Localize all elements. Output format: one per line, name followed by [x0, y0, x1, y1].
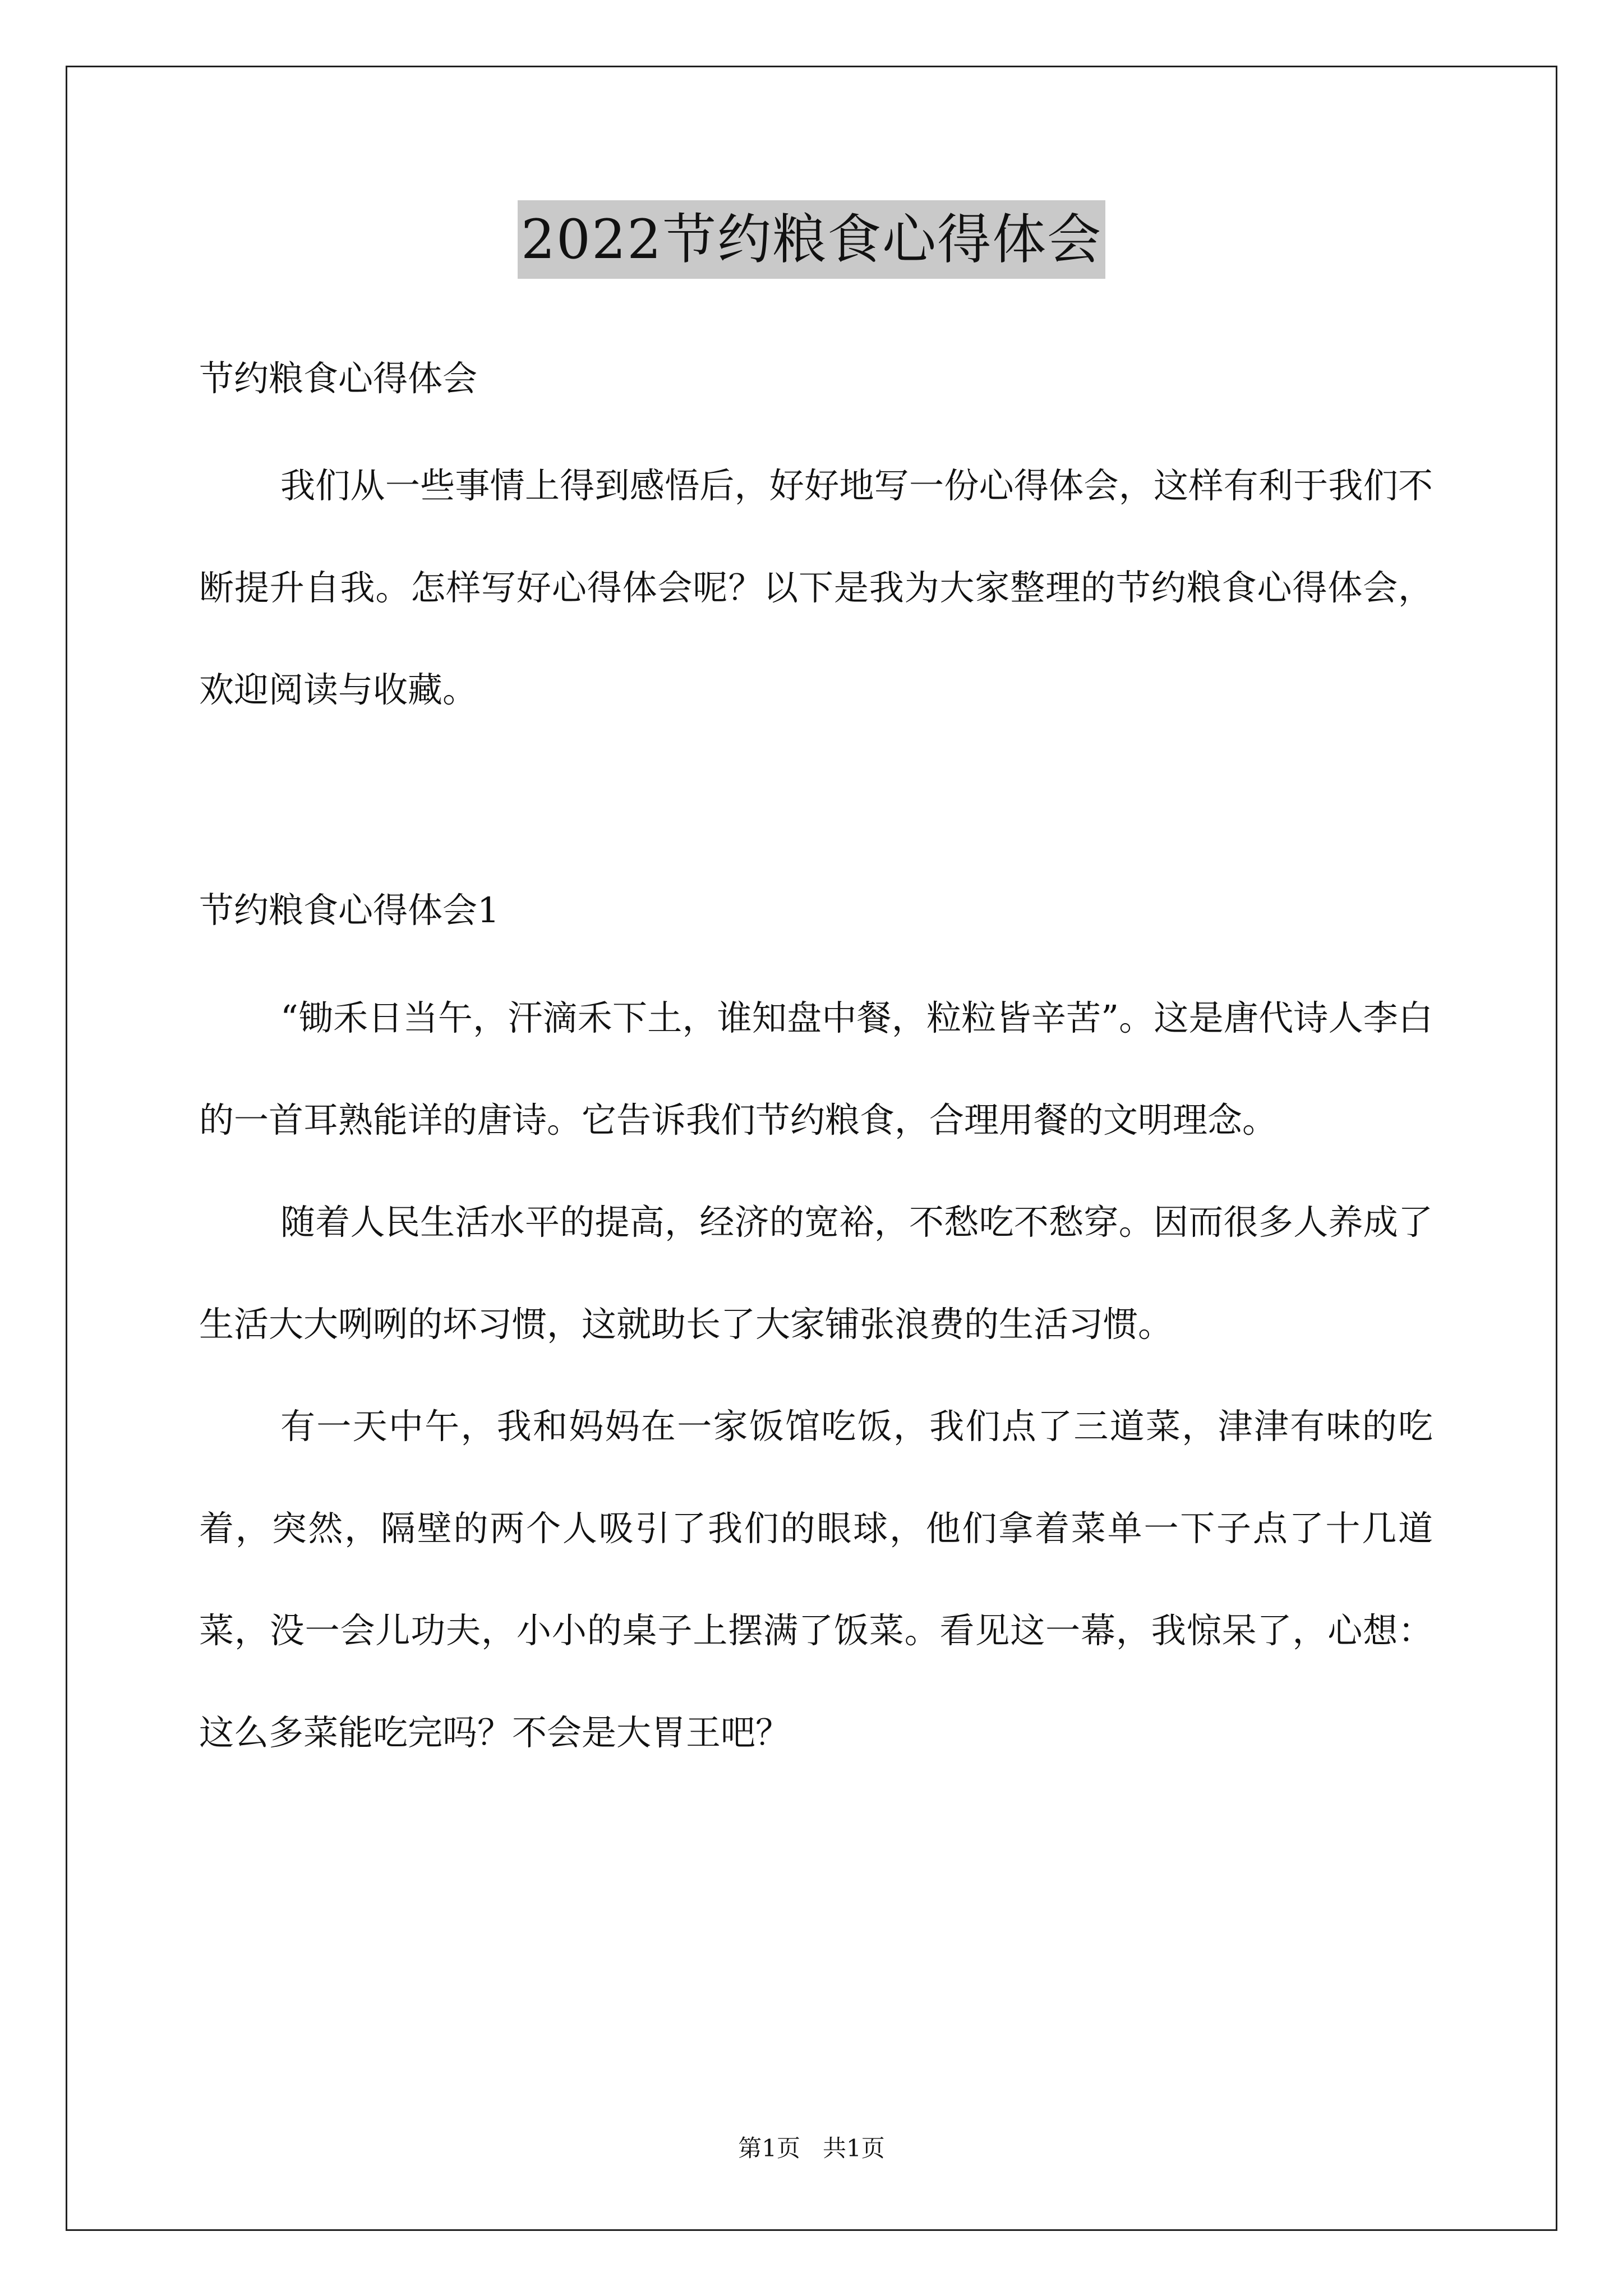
body-block — [199, 967, 1433, 1784]
section-heading: 节约粮食心得体会1 — [199, 890, 500, 931]
page-footer: 第1页 共1页 — [738, 2134, 885, 2162]
body-paragraph: “锄禾日当午，汗滴禾下土，谁知盘中餐，粒粒皆辛苦”。这是唐代诗人李白的一首耳熟能详的唐诗。它告诉我们节约粮食，合理用餐的文明理念。 — [199, 997, 1433, 1140]
document-title: 2022节约粮食心得体会 — [518, 200, 1105, 279]
body-paragraph: 随着人民生活水平的提高，经济的宽裕，不愁吃不愁穿。因而很多人养成了生活大大咧咧的坏习惯，这就助长了大家铺张浪费的生活习惯。 — [199, 1202, 1433, 1345]
body-paragraph: 有一天中午，我和妈妈在一家饭馆吃饭，我们点了三道菜，津津有味的吃着，突然，隔壁的两个人吸引了我们的眼球，他们拿着菜单一下子点了十几道菜，没一会儿功夫，小小的桌子上摆满了饭菜。看见这一幕，我惊呆了，心想：这么多菜能吃完吗？不会是大胃王吧？ — [199, 1406, 1433, 1753]
intro-paragraph: 我们从一些事情上得到感悟后，好好地写一份心得体会，这样有利于我们不断提升自我。怎样写好心得体会呢？以下是我为大家整理的节约粮食心得体会，欢迎阅读与收藏。 — [199, 465, 1433, 710]
intro-block — [199, 435, 1433, 741]
title-container — [0, 200, 1623, 279]
document-subtitle: 节约粮食心得体会 — [199, 358, 478, 399]
